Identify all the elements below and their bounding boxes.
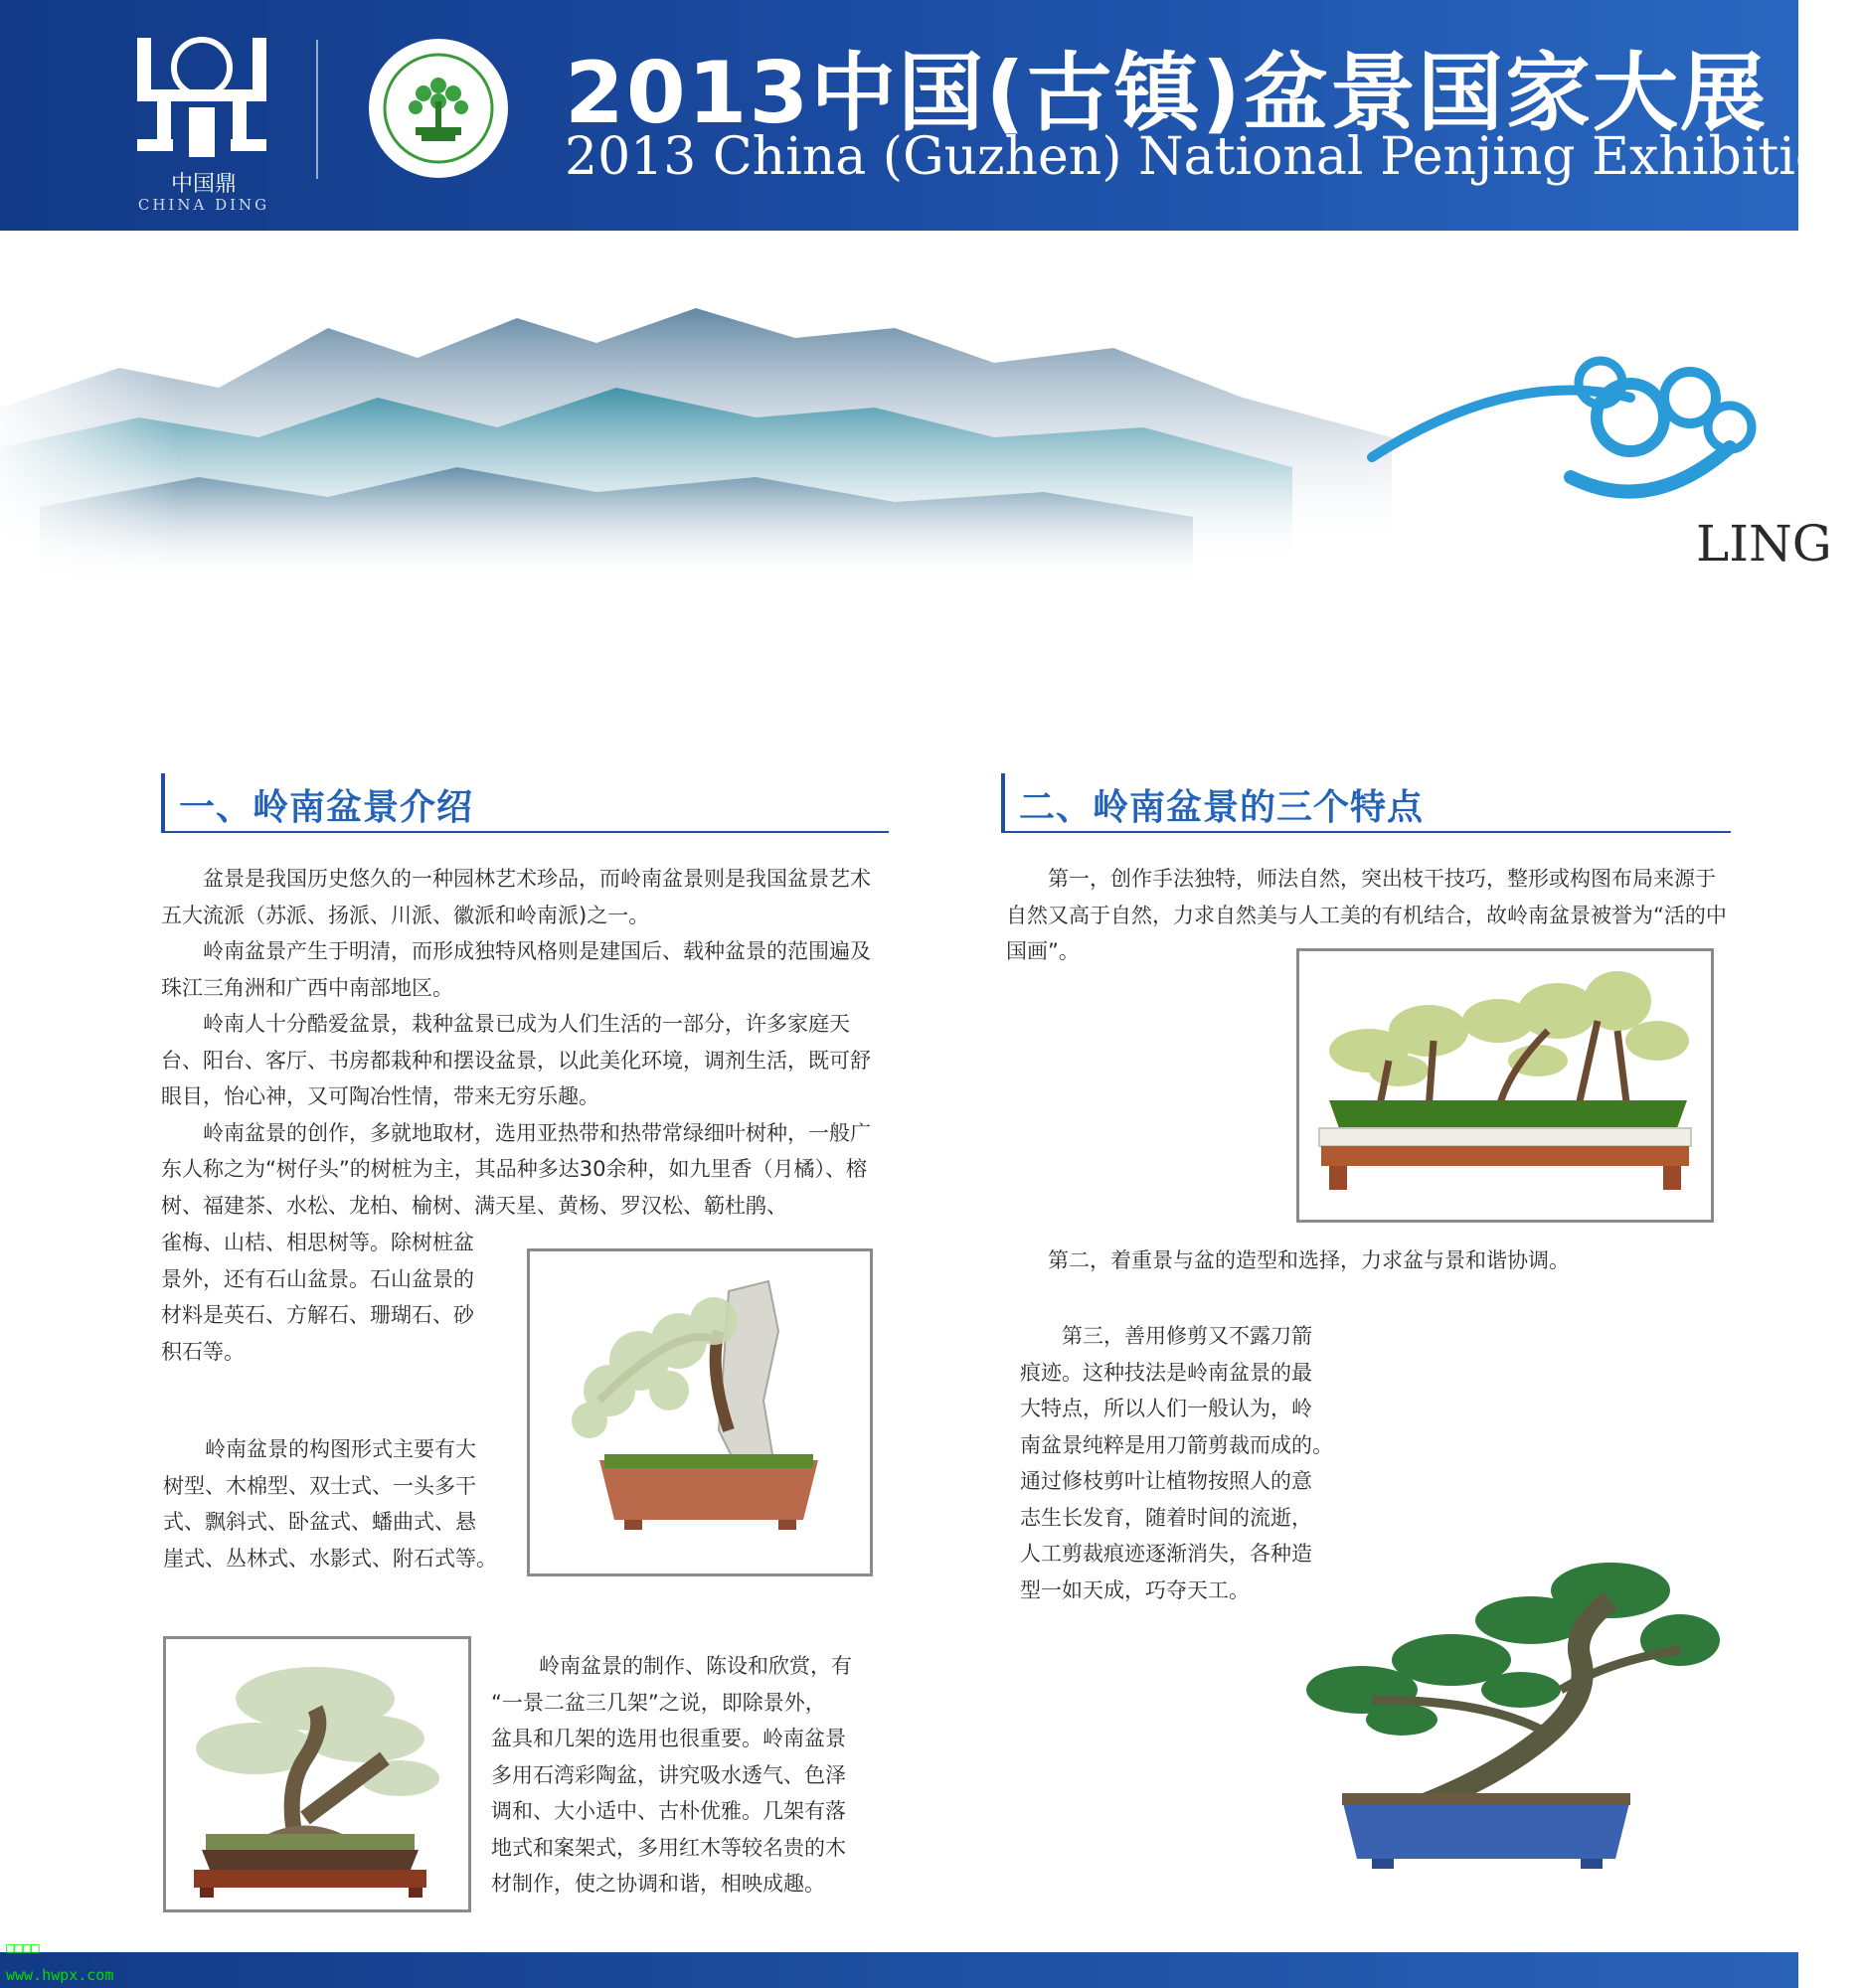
- section-2-second: [1006, 1242, 1732, 1279]
- text-line: 积石等。: [161, 1339, 245, 1364]
- text-line: 材料是英石、方解石、珊瑚石、砂: [161, 1303, 474, 1327]
- text-line: 岭南盆景的制作、陈设和欣赏，有: [539, 1654, 852, 1678]
- intro-paragraph: 岭南盆景产生于明清，而形成独特风格则是建国后、载种盆景的范围遍及珠江三角洲和广西中南部地区。: [161, 939, 871, 1000]
- text-line: “一景二盆三几架”之说，即除景外，: [491, 1690, 826, 1715]
- watermark-top: □□□□: [6, 1940, 40, 1956]
- section-1-forms-text: [163, 1431, 531, 1576]
- section-1-intro: [161, 861, 885, 1224]
- intro-paragraph: 岭南盆景的创作，多就地取材，选用亚热带和热带常绿细叶树种，一般广东人称之为“树仔头”的树桩为主，其品种多达30余种，如九里香（月橘）、榕树、福建茶、水松、龙柏、榆树、满天星、黄杨、罗汉松、簕杜鹃、: [161, 1120, 871, 1218]
- text-line: 痕迹。这种技法是岭南盆景的最: [1020, 1360, 1312, 1385]
- text-line: 盆具和几架的选用也很重要。岭南盆景: [491, 1727, 846, 1750]
- exhibition-title-cn: 2013中国(古镇)盆景国家大展: [565, 44, 1768, 143]
- feature-first: 第一，创作手法独特，师法自然，突出枝干技巧，整形或构图布局来源于自然又高于自然，力求自然美与人工美的有机结合，故岭南盆景被誉为“活的中国画”。: [1006, 867, 1727, 963]
- section-1-wrap-text: [161, 1225, 519, 1370]
- section-2-heading-text: 二、岭南盆景的三个特点: [1019, 787, 1425, 828]
- header-band: [0, 0, 1860, 231]
- text-line: 地式和案架式，多用红木等较名贵的木: [491, 1835, 846, 1860]
- text-line: 景外，还有石山盆景。石山盆景的: [161, 1266, 474, 1291]
- banyan-penjing-icon: [166, 1639, 468, 1909]
- china-ding-label: 中国鼎: [170, 172, 237, 197]
- forest-penjing-icon: [1299, 951, 1711, 1220]
- text-line: 大特点，所以人们一般认为，岭: [1020, 1397, 1312, 1420]
- pine-penjing-photo: [1292, 1551, 1730, 1879]
- intro-paragraph: 盆景是我国历史悠久的一种园林艺术珍品，而岭南盆景则是我国盆景艺术五大流派（苏派、扬派、川派、徽派和岭南派)之一。: [161, 867, 871, 927]
- text-line: 调和、大小适中、古朴优雅。几架有落: [491, 1799, 846, 1823]
- text-line: 式、飘斜式、卧盆式、蟠曲式、悬: [163, 1510, 476, 1534]
- section-1-display-text: [491, 1648, 889, 1903]
- banyan-penjing-photo: [163, 1636, 471, 1912]
- section-2-heading: [1001, 773, 1731, 833]
- rock-penjing-photo: [527, 1248, 873, 1576]
- text-line: 岭南盆景的构图形式主要有大: [205, 1437, 476, 1461]
- text-line: 志生长发育，随着时间的流逝，: [1020, 1505, 1312, 1530]
- text-line: 通过修枝剪叶让植物按照人的意: [1020, 1469, 1312, 1493]
- text-line: 树型、木棉型、双士式、一头多干: [163, 1473, 476, 1498]
- rock-penjing-icon: [530, 1251, 870, 1574]
- text-line: 多用石湾彩陶盆，讲究吸水透气、色泽: [491, 1762, 846, 1787]
- text-line: 型一如天成，巧夺天工。: [1020, 1577, 1250, 1602]
- text-line: 崖式、丛林式、水影式、附石式等。: [163, 1546, 497, 1571]
- lingnan-label: LING: [1696, 515, 1832, 573]
- intro-paragraph: 岭南人十分酷爱盆景，栽种盆景已成为人们生活的一部分，许多家庭天台、阳台、客厅、书房都栽种和摆设盆景，以此美化环境，调剂生活，既可舒眼目，怡心神，又可陶冶性情，带来无穷乐趣。: [161, 1012, 871, 1108]
- penjing-association-badge-icon: [366, 36, 511, 181]
- section-1-heading: [161, 773, 889, 833]
- footer-band: [0, 1952, 1798, 1988]
- section-1-heading-text: 一、岭南盆景介绍: [179, 787, 474, 828]
- feature-second: 第二，着重景与盆的造型和选择，力求盆与景和谐协调。: [1048, 1248, 1570, 1272]
- text-line: 第三，善用修剪又不露刀箭: [1062, 1324, 1312, 1348]
- header-divider: [316, 40, 318, 179]
- china-ding-en-label: CHINA DING: [137, 196, 270, 214]
- exhibition-title-en: 2013 China (Guzhen) National Penjing Exhibition: [565, 127, 1860, 187]
- text-line: 雀梅、山桔、相思树等。除树桩盆: [161, 1231, 474, 1254]
- text-line: 南盆景纯粹是用刀箭剪裁而成的。: [1020, 1432, 1333, 1457]
- watermark-url: www.hwpx.com: [6, 1966, 114, 1984]
- text-line: 材制作，使之协调和谐，相映成趣。: [491, 1872, 825, 1896]
- forest-penjing-photo: [1296, 948, 1714, 1223]
- mountain-banner: [0, 288, 1798, 616]
- text-line: 人工剪裁痕迹逐渐消失，各种造: [1020, 1542, 1312, 1566]
